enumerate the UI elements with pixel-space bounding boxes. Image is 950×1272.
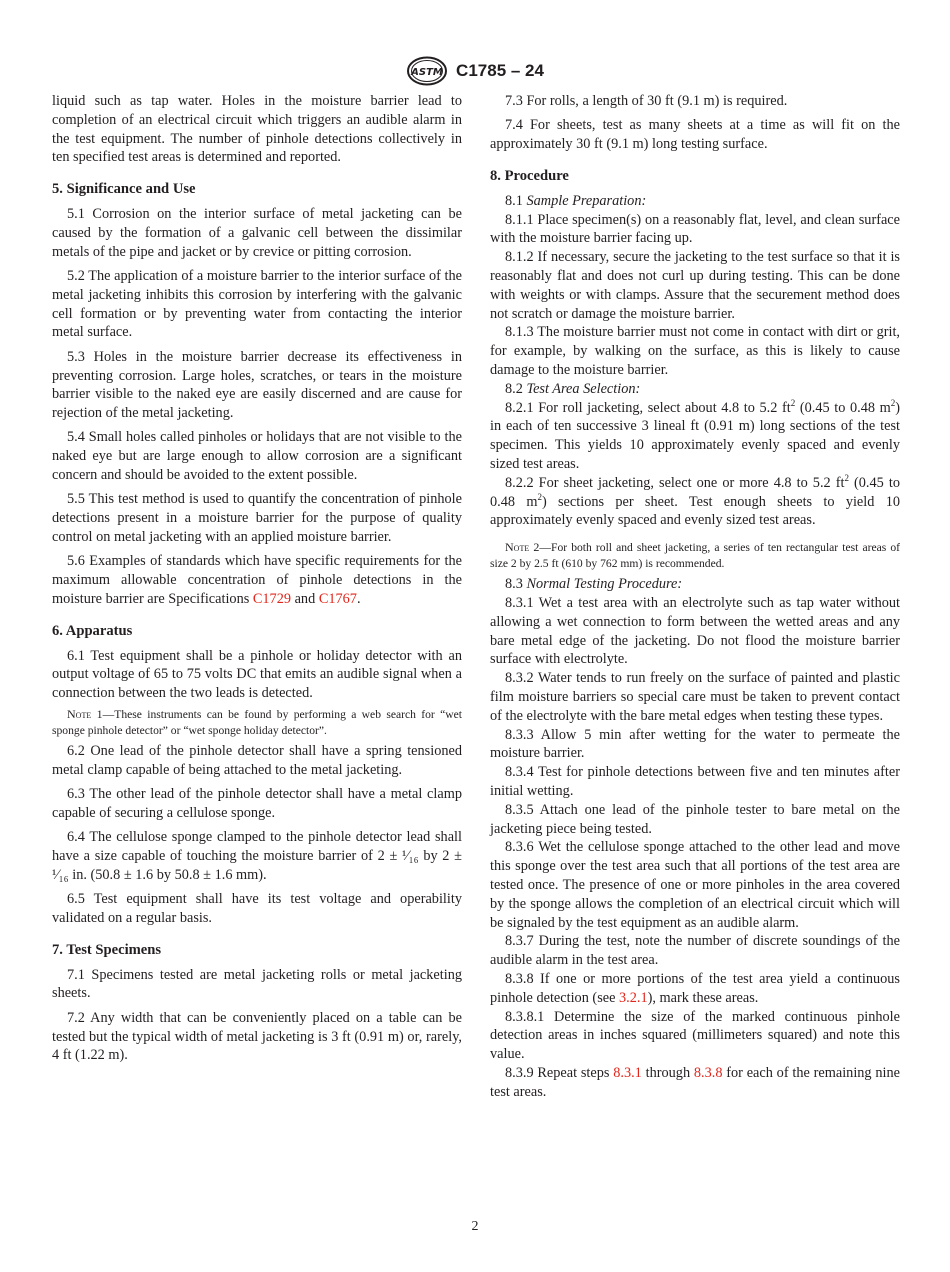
paragraph-5-4: 5.4 Small holes called pinholes or holidays that are not visible to the naked eye but are large enough to allow corrosion are a significant concern and should be avoided to the extent possible. — [52, 429, 462, 484]
link-8-3-8[interactable]: 8.3.8 — [693, 1064, 723, 1081]
link-c1729[interactable]: C1729 — [252, 590, 292, 607]
paragraph-8-1-2: 8.1.2 If necessary, secure the jacketing to the test surface so that it is reasonably flat and does not curl up during testing. This can be done with weights or with clamps. Assure that the securement method does not scratch or damage the moisture barrier. — [490, 249, 900, 322]
left-column — [52, 92, 462, 1071]
paragraph-6-3: 6.3 The other lead of the pinhole detector shall have a metal clamp capable of securing a cellulose sponge. — [52, 786, 462, 821]
link-c1767[interactable]: C1767 — [318, 590, 357, 607]
document-designation: C1785 – 24 — [456, 61, 544, 80]
section-8-heading: 8. Procedure — [490, 167, 569, 184]
link-8-3-1[interactable]: 8.3.1 — [613, 1064, 642, 1081]
paragraph-8-3-8: 8.3.8 If one or more portions of the test area yield a continuous pinhole detection (see 3.2.1), mark these areas. — [490, 970, 900, 1006]
right-column — [490, 92, 900, 1102]
link-3-2-1[interactable]: 3.2.1 — [619, 989, 648, 1006]
section-5-heading: 5. Significance and Use — [52, 181, 196, 198]
paragraph-8-3: 8.3 Normal Testing Procedure: — [505, 576, 683, 593]
note-2: Note 2—For both roll and sheet jacketing, a series of ten rectangular test areas of size 2 by 2.5 ft (610 by 762 mm) is recommended. — [490, 540, 901, 570]
page-header — [0, 56, 950, 86]
paragraph-8-1-3: 8.1.3 The moisture barrier must not come in contact with dirt or grit, for example, by walking on the surface, as this is likely to cause damage to the moisture barrier. — [490, 324, 900, 379]
paragraph-6-1: 6.1 Test equipment shall be a pinhole or holiday detector with an output voltage of 65 to 75 volts DC that emits an audible signal when a connection between the two leads is detected. — [52, 647, 462, 702]
paragraph-8-3-1: 8.3.1 Wet a test area with an electrolyte such as tap water without allowing a wet connection to form between the wetted areas and any bare metal edge of the jacketing. Do not flood the moisture barrier surface with electrolyte. — [490, 595, 900, 668]
paragraph-5-2: 5.2 The application of a moisture barrier to the interior surface of the metal jacketing inhibits this corrosion by interfering with the galvanic cell formation or by preventing water from contacting the interior metal surface. — [52, 268, 462, 341]
paragraph-7-3: 7.3 For rolls, a length of 30 ft (9.1 m) is required. — [505, 93, 788, 109]
paragraph-5-1: 5.1 Corrosion on the interior surface of metal jacketing can be caused by the formation of a galvanic cell between the dissimilar metals of the pipe and jacket or by crevice or pitting corrosion. — [52, 206, 462, 260]
paragraph-8-3-3: 8.3.3 Allow 5 min after wetting for the water to permeate the moisture barrier. — [490, 726, 900, 762]
note-1: Note 1—These instruments can be found by performing a web search for “wet sponge pinhole detector” or “wet sponge holiday detector”. — [52, 707, 463, 737]
paragraph-8-3-7: 8.3.7 During the test, note the number of discrete soundings of the audible alarm in the test area. — [490, 933, 900, 969]
paragraph-6-4: 6.4 The cellulose sponge clamped to the pinhole detector lead shall have a size capable of touching the moisture barrier of 2 ± ¹⁄₁₆ by 2 ± ¹⁄₁₆ in. (50.8 ± 1.6 by 50.8 ± 1.6 mm). — [52, 829, 462, 883]
paragraph-8-2: 8.2 Test Area Selection: — [505, 380, 641, 397]
paragraph-5-6: 5.6 Examples of standards which have specific requirements for the maximum allowable concentration of pinhole detections in the moisture barrier are Specifications C1729 and C1767. — [52, 553, 462, 607]
paragraph-5-3: 5.3 Holes in the moisture barrier decrease its effectiveness in preventing corrosion. Large holes, scratches, or tears in the moisture barrier visible to the naked eye are easily discerned and are cause for rejection of the metal jacketing. — [52, 348, 462, 422]
paragraph-7-1: 7.1 Specimens tested are metal jacketing rolls or metal jacketing sheets. — [52, 966, 462, 1002]
paragraph-8-1: 8.1 Sample Preparation: — [505, 192, 647, 209]
paragraph-8-3-4: 8.3.4 Test for pinhole detections between five and ten minutes after initial wetting. — [490, 764, 900, 799]
paragraph-8-3-8-1: 8.3.8.1 Determine the size of the marked continuous pinhole detection areas in inches squared (millimeters squared) and note this value. — [490, 1008, 900, 1063]
paragraph-8-3-9: 8.3.9 Repeat steps 8.3.1 through 8.3.8 for each of the remaining nine test areas. — [490, 1064, 900, 1100]
paragraph-8-3-5: 8.3.5 Attach one lead of the pinhole tester to bare metal on the jacketing piece being tested. — [490, 801, 900, 837]
section-7-heading: 7. Test Specimens — [52, 941, 162, 958]
svg-text:ASTM: ASTM — [411, 67, 443, 78]
paragraph-7-4: 7.4 For sheets, test as many sheets at a time as will fit on the approximately 30 ft (9.1 m) long testing surface. — [490, 117, 900, 153]
paragraph-6-5: 6.5 Test equipment shall have its test voltage and operability validated on a regular basis. — [52, 891, 462, 926]
paragraph-7-2: 7.2 Any width that can be conveniently placed on a table can be tested but the typical width of metal jacketing is 3 ft (0.91 m) or, rarely, 4 ft (1.22 m). — [52, 1009, 462, 1064]
paragraph-8-1-1: 8.1.1 Place specimen(s) on a reasonably flat, level, and clean surface with the moisture barrier facing up. — [490, 211, 900, 247]
paragraph-8-2-1: 8.2.1 For roll jacketing, select about 4.8 to 5.2 $ft^2$ (0.45 to 0.48 $m^2$) in each of ten successive 3 lineal ft (0.91 m) long sections of the test specimen. This yields 10 approximately evenly spaced and evenly sized test areas. — [490, 397, 901, 473]
paragraph-8-3-6: 8.3.6 Wet the cellulose sponge attached to the other lead and move this sponge over the test area such that all portions of the test area are tested once. The presence of one or more pinholes in the area covered by the sponge allows the completion of an electrical circuit which will be signaled by the test equipment as an audible alarm. — [490, 839, 900, 931]
astm-logo-icon — [406, 56, 448, 86]
paragraph-8-2-2: 8.2.2 For sheet jacketing, select one or more 4.8 to 5.2 $ft^2$ (0.45 to 0.48 $m^2$) sections per sheet. Test enough sheets to yield 10 approximately evenly spaced and evenly sized test areas. — [490, 473, 900, 529]
page-number: 2 — [471, 1219, 479, 1234]
section-6-heading: 6. Apparatus — [52, 622, 133, 639]
paragraph-continued: liquid such as tap water. Holes in the moisture barrier lead to completion of an electrical circuit which triggers an audible alarm in the test equipment. The number of pinhole detections collectively in ten specified test areas is determined and reported. — [52, 93, 462, 166]
paragraph-5-5: 5.5 This test method is used to quantify the concentration of pinhole detections present in a moisture barrier for the purpose of quality control on metal jacketing with an applied moisture barrier. — [52, 491, 462, 545]
paragraph-6-2: 6.2 One lead of the pinhole detector shall have a spring tensioned metal clamp capable of being attached to the metal jacketing. — [52, 743, 462, 778]
paragraph-8-3-2: 8.3.2 Water tends to run freely on the surface of painted and plastic film moisture barriers so special care must be taken to prevent contact of the electrolyte with the bare metal edges when testing these types. — [490, 670, 900, 724]
